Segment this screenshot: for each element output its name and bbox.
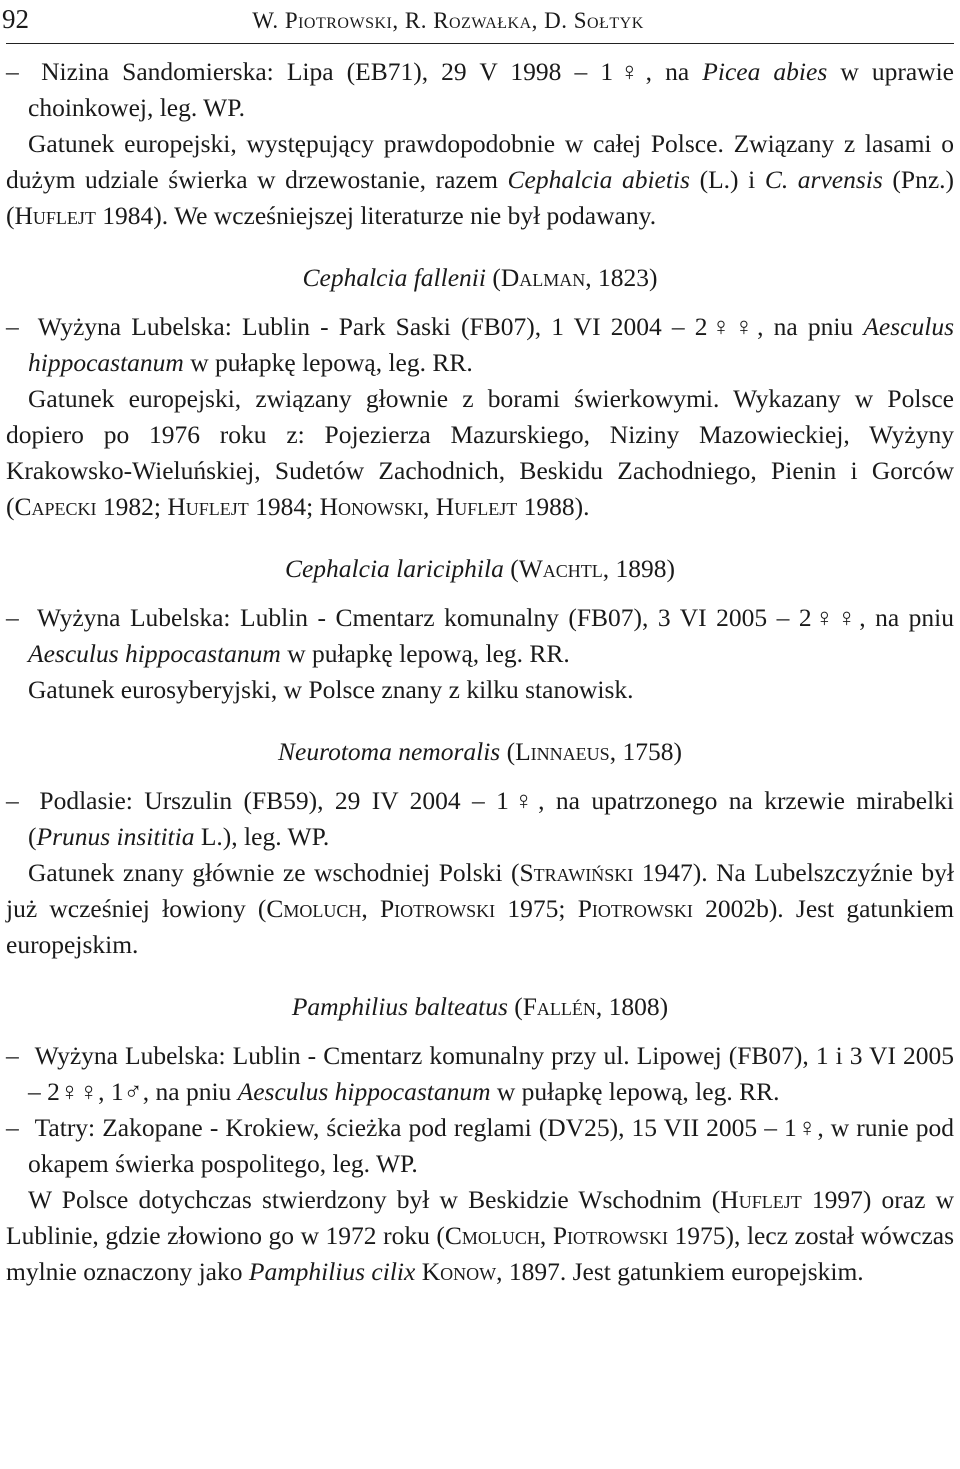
record-cephalcia-lariciphila: – Wyżyna Lubelska: Lublin - Cmentarz komunalny (FB07), 3 VI 2005 – 2♀♀, na pniu Aesculus hippocastanum w pułapkę lepową, leg. RR. bbox=[6, 600, 954, 672]
host-species: Prunus insititia bbox=[36, 822, 195, 851]
cited-author: Cmoluch bbox=[266, 894, 362, 923]
record-dash: – bbox=[6, 603, 19, 632]
species-name: Cephalcia fallenii bbox=[302, 263, 486, 292]
record-dash: – bbox=[6, 312, 19, 341]
record-dash: – bbox=[6, 57, 19, 86]
species-heading-cephalcia-fallenii: Cephalcia fallenii (Dalman, 1823) bbox=[302, 263, 658, 292]
species-name: Neurotoma nemoralis bbox=[278, 737, 501, 766]
record-neurotoma-nemoralis: – Podlasie: Urszulin (FB59), 29 IV 2004 – 1♀, na upatrzonego na krzewie mirabelki (Prunus insititia L.), leg. WP. bbox=[6, 783, 954, 855]
page-header bbox=[2, 1, 954, 37]
host-species: Aesculus hippocastanum bbox=[237, 1077, 491, 1106]
record-pamphilius-tatry: – Tatry: Zakopane - Krokiew, ścieżka pod reglami (DV25), 15 VII 2005 – 1♀, w runie pod okapem świerka pospolitego, leg. WP. bbox=[6, 1110, 954, 1182]
header-rule bbox=[6, 43, 954, 44]
en-dash: – bbox=[574, 57, 588, 86]
species-name: Pamphilius balteatus bbox=[291, 992, 508, 1021]
journal-page bbox=[0, 1, 960, 1469]
cited-author: Piotrowski bbox=[552, 1221, 668, 1250]
remark-neurotoma-nemoralis: Gatunek znany głównie ze wschodniej Polski (Strawiński 1947). Na Lubelszczyźnie był już wcześniej łowiony (Cmoluch, Piotrowski 1975; Piotrowski 2002b). Jest gatunkiem europejskim. bbox=[6, 858, 954, 959]
cited-author: Honowski bbox=[319, 492, 424, 521]
en-dash: – bbox=[764, 1113, 777, 1142]
cited-author: Huflejt bbox=[14, 201, 96, 230]
species-name: Cephalcia lariciphila bbox=[284, 554, 504, 583]
en-dash: – bbox=[28, 1077, 41, 1106]
host-species: Aesculus hippocastanum bbox=[28, 639, 281, 668]
cited-author: Cmoluch bbox=[444, 1221, 540, 1250]
record-pamphilius-lublin: – Wyżyna Lubelska: Lublin - Cmentarz komunalny przy ul. Lipowej (FB07), 1 i 3 VI 2005 – 2♀♀, 1♂, na pniu Aesculus hippocastanum w pułapkę lepową, leg. RR. bbox=[6, 1038, 954, 1110]
page-number: 92 bbox=[2, 4, 29, 34]
cited-author: Konow bbox=[421, 1257, 497, 1286]
cited-author: Strawiński bbox=[519, 858, 634, 887]
record-dash: – bbox=[6, 786, 19, 815]
species-name: Cephalcia abietis bbox=[507, 165, 690, 194]
en-dash: – bbox=[776, 603, 790, 632]
cited-author: Huflejt bbox=[435, 492, 518, 521]
species-author: Fallén bbox=[522, 992, 596, 1021]
species-author: Wachtl bbox=[518, 554, 603, 583]
remark-cephalcia-fallenii: Gatunek europejski, związany głownie z borami świerkowymi. Wykazany w Polsce dopiero po 1976 roku z: Pojezierza Mazurskiego, Niziny Mazowieckiej, Wyżyny Krakowsko-Wieluńskiej, Sudetów Zachodnich, Beskidu Zachodniego, Pienin i Gorców (Capecki 1982; Huflejt 1984; Honowski, Huflejt 1988). bbox=[6, 384, 954, 521]
record-picea-abies: – Nizina Sandomierska: Lipa (EB71), 29 V 1998 – 1♀, na Picea abies w uprawie choinkowej, leg. WP. bbox=[6, 54, 954, 126]
species-author: Linnaeus bbox=[515, 737, 610, 766]
species-name: Pamphilius cilix bbox=[248, 1257, 416, 1286]
cited-author: Huflejt bbox=[720, 1185, 802, 1214]
species-heading-cephalcia-lariciphila: Cephalcia lariciphila (Wachtl, 1898) bbox=[284, 554, 676, 583]
remark-cephalcia-intro: Gatunek europejski, występujący prawdopodobnie w całej Polsce. Związany z lasami o dużym udziale świerka w drzewostanie, razem Cephalcia abietis (L.) i C. arvensis (Pnz.) (Huflejt 1984). We wcześniejszej literaturze nie był podawany. bbox=[6, 129, 955, 230]
remark-cephalcia-lariciphila: Gatunek eurosyberyjski, w Polsce znany z kilku stanowisk. bbox=[28, 675, 634, 704]
species-heading-pamphilius-balteatus: Pamphilius balteatus (Fallén, 1808) bbox=[291, 992, 669, 1021]
host-species: Aesculus hippocastanum bbox=[28, 312, 954, 377]
species-heading-neurotoma-nemoralis: Neurotoma nemoralis (Linnaeus, 1758) bbox=[278, 737, 682, 766]
record-dash: – bbox=[6, 1113, 19, 1142]
cited-author: Piotrowski bbox=[577, 894, 693, 923]
remark-pamphilius-balteatus: W Polsce dotychczas stwierdzony był w Beskidzie Wschodnim (Huflejt 1997) oraz w Lublinie, gdzie złowiono go w 1972 roku (Cmoluch, Piotrowski 1975), lecz został wówczas mylnie oznaczony jako Pamphilius cilix Konow, 1897. Jest gatunkiem europejskim. bbox=[6, 1185, 955, 1286]
cited-author: Capecki bbox=[14, 492, 97, 521]
species-author: Dalman bbox=[500, 263, 586, 292]
running-head-authors: W. Piotrowski, R. Rozwałka, D. Sołtyk bbox=[252, 8, 644, 33]
cited-author: Piotrowski bbox=[380, 894, 496, 923]
en-dash: – bbox=[671, 312, 685, 341]
record-dash: – bbox=[6, 1041, 19, 1070]
cited-author: Huflejt bbox=[167, 492, 249, 521]
en-dash: – bbox=[472, 786, 485, 815]
species-name: C. arvensis bbox=[764, 165, 883, 194]
host-species: Picea abies bbox=[702, 57, 828, 86]
record-cephalcia-fallenii: – Wyżyna Lubelska: Lublin - Park Saski (FB07), 1 VI 2004 – 2♀♀, na pniu Aesculus hippocastanum w pułapkę lepową, leg. RR. bbox=[6, 309, 954, 381]
